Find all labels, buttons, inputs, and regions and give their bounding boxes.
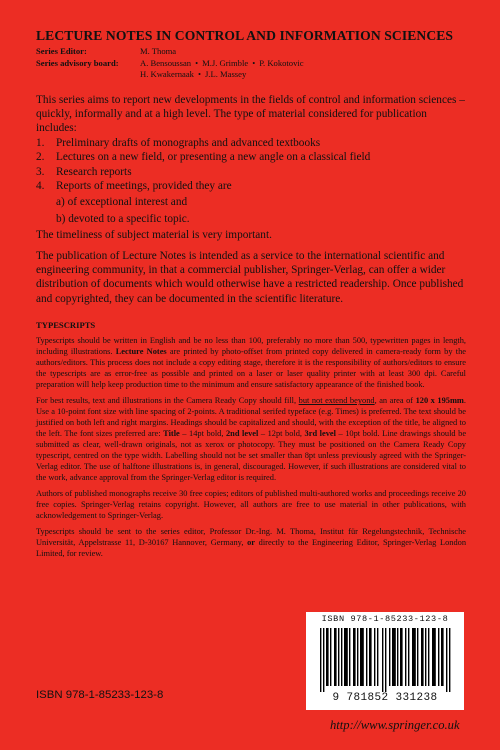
barcode-isbn-label: ISBN 978-1-85233-123-8 (321, 614, 449, 624)
isbn-footer: ISBN 978-1-85233-123-8 (36, 689, 164, 701)
typescripts-paragraph-3: Authors of published monographs receive 30 free copies; editors of published multi-authored works and proceedings receive 20 free copies. Springer-Verlag retains copyright. However, all authors are free to use material in other publications, with acknowledgement to Springer-Verlag. (36, 489, 466, 521)
barcode-digits: 9 781852 331238 (332, 692, 438, 704)
advisory-board-row (36, 58, 466, 70)
typescripts-heading: TYPESCRIPTS (36, 320, 96, 331)
publisher-url[interactable]: http://www.springer.co.uk (330, 718, 460, 732)
timeliness-note: The timeliness of subject material is very important. (36, 229, 272, 242)
intro-paragraph: This series aims to report new developments in the fields of control and information sciences – quickly, informally and at a high level. The type of material considered for publication includes: (36, 93, 465, 135)
list-item: a) of exceptional interest and (56, 196, 188, 209)
advisory-member: A. Bensoussan (140, 57, 192, 68)
list-item: 4. Reports of meetings, provided they are (36, 179, 232, 192)
typescripts-paragraph-4: Typescripts should be sent to the series editor, Professor Dr.-Ing. M. Thoma, Institut für Regelungstechnik, Technische Universität, Appelstrasse 11, D-30167 Hannover, Germany, or directly to the Engineering Editor, Springer-Verlag London Limited, for review. (36, 527, 467, 559)
list-item: 1. Preliminary drafts of monographs and advanced textbooks (36, 136, 321, 149)
list-item: 3. Research reports (36, 165, 132, 178)
series-editor-row (36, 46, 466, 58)
advisory-member: M.J. Grimble (202, 57, 249, 68)
advisory-member: H. Kwakernaak (140, 69, 194, 79)
advisory-board-label: Series advisory board: (36, 57, 119, 68)
advisory-member: P. Kokotovic (259, 57, 304, 68)
series-title: LECTURE NOTES IN CONTROL AND INFORMATION SCIENCES (36, 28, 454, 43)
advisory-board-row-2 (36, 69, 466, 81)
publication-paragraph: The publication of Lecture Notes is intended as a service to the international scientific and engineering community, in that a commercial publisher, Springer-Verlag, can offer a wider distribution of documents which would otherwise have a restricted readership. Once published and copyrighted, they can be documented in the scientific literature. (36, 249, 464, 305)
back-cover (36, 28, 466, 564)
series-editor-name: M. Thoma (140, 46, 177, 56)
material-types-list (36, 136, 466, 194)
meeting-conditions (36, 195, 466, 226)
typescripts-paragraph-1: Typescripts should be written in English and be no less than 100, preferably no more than 500, typewritten pages in length, including illustrations. Lecture Notes are printed by photo-offset from printed copy delivered in camera-ready form by the authors/editors. This process does not include a copy editing stage, therefore it is the responsibility of authors/editors to ensure the typescripts are as error-free as possible and printed on a laser or laser quality printer with at least 300 dpi. Careful preparation will help keep production time to the minimum and ensure satisfactory appearance of the finished book. (36, 336, 466, 390)
typescripts-paragraph-2: For best results, text and illustrations in the Camera Ready Copy should fill, but not extend beyond, an area of 120 x 195mm. Use a 10-point font size with line spacing of 2-points. A traditional serifed typeface (e.g. Times) is preferred. The text should be justified on both left and right margins. Headings should be capitalized and should, with the exception of the title, be aligned to the left. The font sizes preferred are: Title – 14pt bold, 2nd level – 12pt bold, 3rd level – 10pt bold. Line drawings should be submitted as clear, well-drawn originals, not as xerox or photocopy. They must be positioned on the Camera Ready Copy typescript, centred on the type width. Labelling should not be set smaller than 8pt unless previously agreed with the Springer-Verlag editor. The use of halftone illustrations is, in general, discouraged. However, if such illustrations are considered vital to the work, advance approval from the Springer-Verlag editor is required. (36, 396, 467, 483)
barcode (306, 612, 464, 710)
series-editor-label: Series Editor: (36, 46, 87, 56)
barcode-bars (312, 628, 458, 692)
advisory-member: J.L. Massey (204, 69, 247, 79)
editors-block (36, 46, 466, 81)
advisory-board-names-2: H. Kwakernaak • J.L. Massey (140, 69, 247, 79)
advisory-board-names-1: A. Bensoussan • M.J. Grimble • P. Kokotovic (140, 57, 304, 68)
list-item: 2. Lectures on a new field, or presenting a new angle on a classical field (36, 151, 371, 164)
series-description (36, 93, 466, 307)
list-item: b) devoted to a specific topic. (56, 212, 190, 225)
